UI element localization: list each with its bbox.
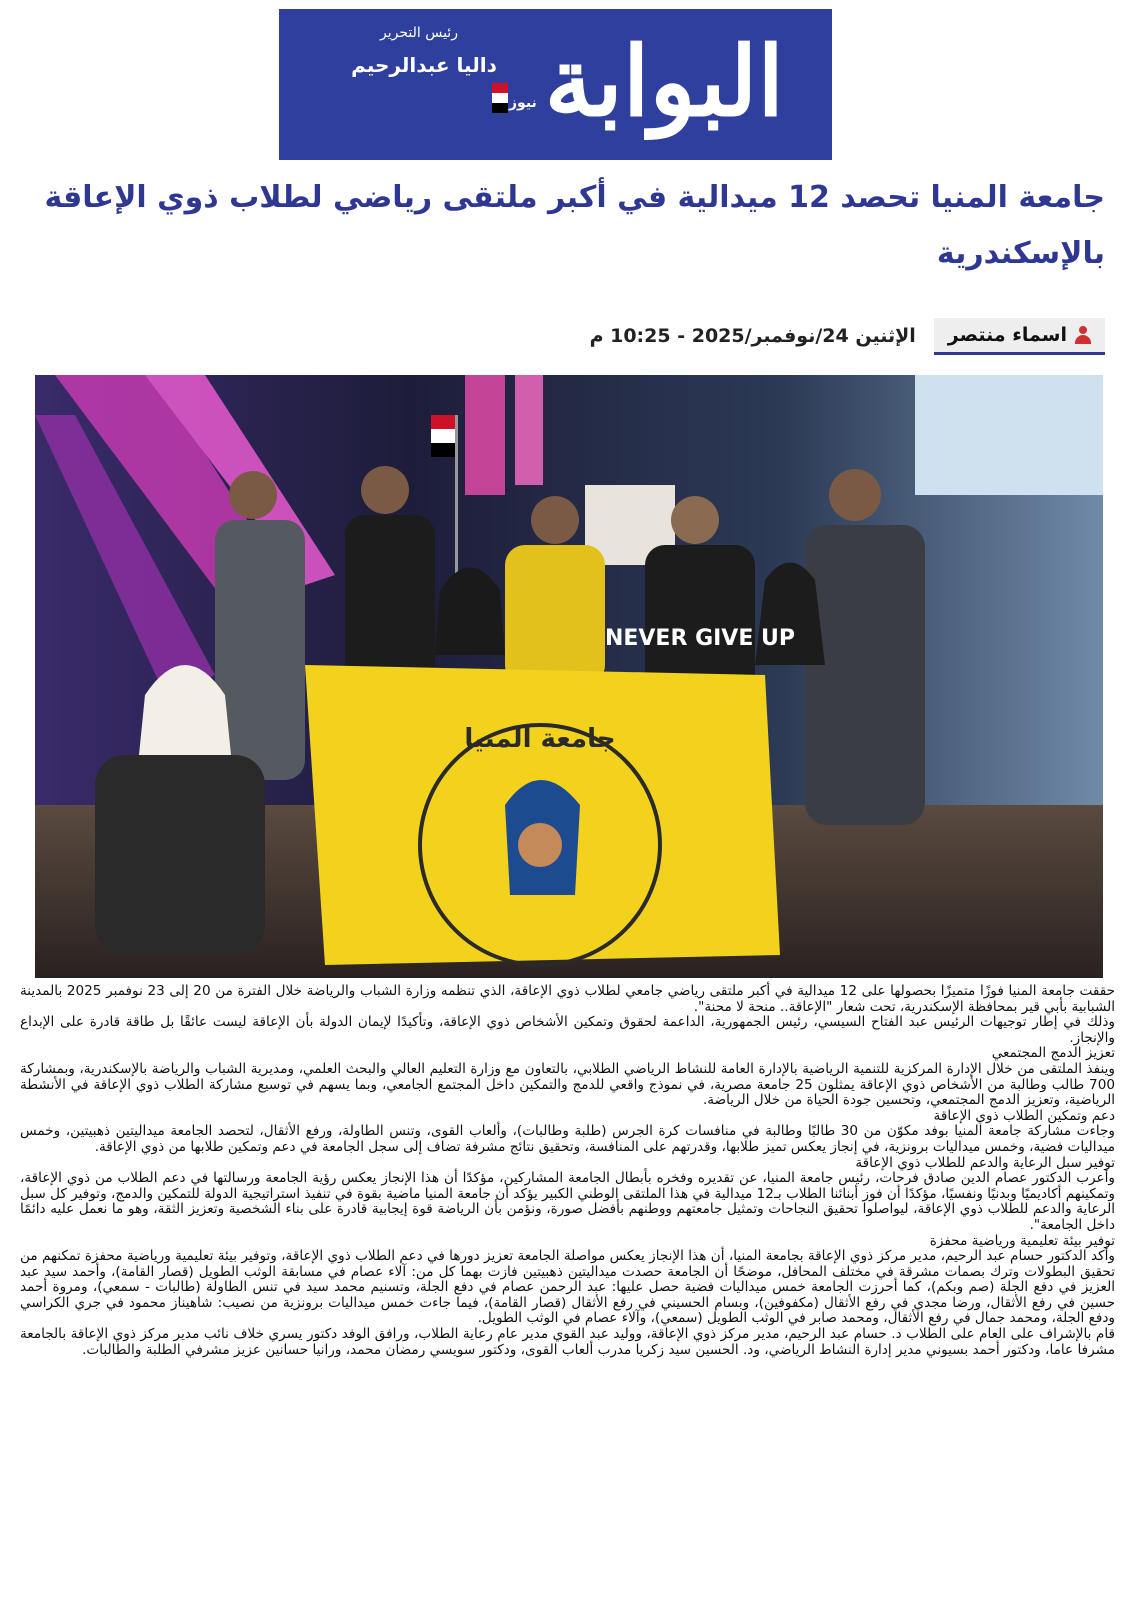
site-logo-suffix: نيوز xyxy=(509,95,537,111)
editor-name: داليا عبدالرحيم xyxy=(351,53,497,77)
article-headline: جامعة المنيا تحصد 12 ميدالية في أكبر ملتقى رياضي لطلاب ذوي الإعاقة بالإسكندرية xyxy=(44,180,1105,271)
article-byline xyxy=(590,313,1105,359)
screen xyxy=(915,375,1103,495)
paragraph-7: قام بالإشراف على العام على الطلاب د. حسام عبد الرحيم، مدير مركز ذوي الإعاقة، ووليد عبد القوي مدير عام رعاية الطلاب، ورافق الوفد دكتور يسري خلاف نائب مدير مركز ذوي الإعاقة بالجامعة مشرفا عاما، ودكتور أحمد بسيوني مدير إدارة النشاط الرياضي، ود. الحسين سيد زكريا مدرب ألعاب القوى، ودكتور سويسي رمضان محمد، ورانيا حسانين عزيز مشرفي الطلبة والطالبات. xyxy=(20,1326,1115,1358)
article-photo xyxy=(35,375,1103,978)
subheading-1: تعزيز الدمج المجتمعي xyxy=(991,1045,1115,1062)
paragraph-4: وجاءت مشاركة جامعة المنيا بوفد مكوّن من 30 طالبًا وطالبة في منافسات كرة الجرس (طلبة وطالبات)، وألعاب القوى، وتنس الطاولة، ورفع الأثقال، لتحصد الجامعة ميداليتين ذهبيتين، وخمس ميداليات فضية، وخمس ميداليات برونزية، في إنجاز يعكس تميز طلابها، وقدرتهم على المنافسة، وتحقيق نتائج مشرفة تضاف إلى سجل الجامعة في دعم وتمكين طلابها من ذوي الإعاقة. xyxy=(20,1123,1115,1155)
author-badge[interactable] xyxy=(934,318,1105,355)
subheading-4: توفير بيئة تعليمية ورياضية محفزة xyxy=(929,1232,1115,1249)
site-logo[interactable]: البوابة xyxy=(544,25,784,138)
shirt-text: NEVER GIVE UP xyxy=(604,626,796,651)
paragraph-1: حققت جامعة المنيا فوزًا متميزًا بحصولها على 12 ميدالية في أكبر ملتقى رياضي جامعي لطلاب ذوي الإعاقة، الذي تنظمه وزارة الشباب والرياضة خلال الفترة من 20 إلى 23 نوفمبر 2025 بالمدينة الشبابية بأبي قير بمحافظة الإسكندرية، تحت شعار "الإعاقة.. منحة لا محنة". xyxy=(20,983,1115,1015)
photo-illustration xyxy=(35,375,1103,978)
masthead xyxy=(279,9,832,160)
subheading-3: توفير سبل الرعاية والدعم للطلاب ذوي الإعاقة xyxy=(855,1154,1115,1171)
article-body xyxy=(20,984,1115,1358)
paragraph-2: وذلك في إطار توجيهات الرئيس عبد الفتاح السيسي، رئيس الجمهورية، الداعمة لحقوق وتمكين الأشخاص ذوي الإعاقة، وتأكيدًا لإيمان الدولة بأن الإعاقة ليست عائقًا بل طاقة قادرة على الإبداع والإنجاز. xyxy=(20,1014,1115,1046)
paragraph-3: وينفذ الملتقى من خلال الإدارة المركزية للتنمية الرياضية بالإدارة العامة للنشاط الرياضي الطلابي، بالتعاون مع وزارة التعليم العالي والبحث العلمي، ومديرية الشباب والرياضة بالإسكندرية، وبمشاركة 700 طالب وطالبة من الأشخاص ذوي الإعاقة يمثلون 25 جامعة مصرية، في نموذج واقعي للدمج والتمكين داخل المجتمع الجامعي، وبما يسهم في توسيع مشاركة الطلاب ذوي الإعاقة في الأنشطة الرياضية، وتعزيز الدمج المجتمعي، وتحسين جودة الحياة من خلال الرياضة. xyxy=(20,1060,1115,1109)
user-icon xyxy=(1075,326,1091,344)
subheading-2: دعم وتمكين الطلاب ذوي الإعاقة xyxy=(933,1107,1115,1124)
paragraph-6: وأكد الدكتور حسام عبد الرحيم، مدير مركز ذوي الإعاقة بجامعة المنيا، أن هذا الإنجاز يعكس مواصلة الجامعة تعزيز دورها في دعم الطلاب ذوي الإعاقة، وتوفير بيئة تعليمية ورياضية محفزة تمكنهم من تحقيق البطولات وترك بصمات مشرقة في مختلف المحافل، موضحًا أن الجامعة حصدت ميداليتين ذهبيتين فازت بهما كل من: آلاء عصام في مسابقة الوثب الطويل (قصار القامة)، وأحمد سيد عبد العزيز في دفع الجلة (صم وبكم)، كما أحرزت الجامعة خمس ميداليات فضية حصل عليها: عبد الرحمن عصام في دفع الجلة، وتسنيم محمد سيد في تنس الطاولة (طالبات - سمعي)، ومروة أحمد حسين في رفع الأثقال، ورضا مجدي في رفع الأثقال (مكفوفين)، وبسام الحسيني في رفع الأثقال (قصار القامة)، فيما جاءت خمس ميداليات برونزية من نصيب: شاهيناز محمود في جري الكراسي ودفع الجلة، ومحمد جمال في رفع الأثقال، ومحمد صابر في الوثب الطويل (سمعي)، وآلاء عصام في الوثب الطويل. xyxy=(20,1248,1115,1327)
flag-label: جامعة المنيا xyxy=(464,724,616,754)
author-name: اسماء منتصر xyxy=(947,323,1067,346)
paragraph-5: وأعرب الدكتور عصام الدين صادق فرحات، رئيس جامعة المنيا، عن تقديره وفخره بأبطال الجامعة المشاركين، مؤكدًا أن هذا الإنجاز يعكس رؤية الجامعة ورسالتها في دعم الطلاب من ذوي الإعاقة، وتمكينهم أكاديميًا وبدنيًا ونفسيًا، مؤكدًا أن فوز أبنائنا الطلاب بـ12 ميدالية في هذا الملتقى الوطني الكبير يؤكد أن جامعة المنيا ماضية بقوة في تنفيذ استراتيجية الدولة للتمكين والدمج، وتوفير كل سبل الرعاية والدعم للطلاب ذوي الإعاقة، ليواصلوا تحقيق النجاحات وتمثيل جامعتهم ووطنهم بأفضل صورة، ونؤمن بأن الرياضة قوة إيجابية قادرة على بناء الشخصية وتعزيز الثقة، وهو ما نعمل عليه دائمًا داخل الجامعة". xyxy=(19,1170,1115,1233)
editor-title: رئيس التحرير xyxy=(380,25,458,41)
egypt-flag-icon xyxy=(492,83,508,113)
university-flag xyxy=(305,665,780,965)
publish-date: الإثنين 24/نوفمبر/2025 - 10:25 م xyxy=(589,325,916,347)
